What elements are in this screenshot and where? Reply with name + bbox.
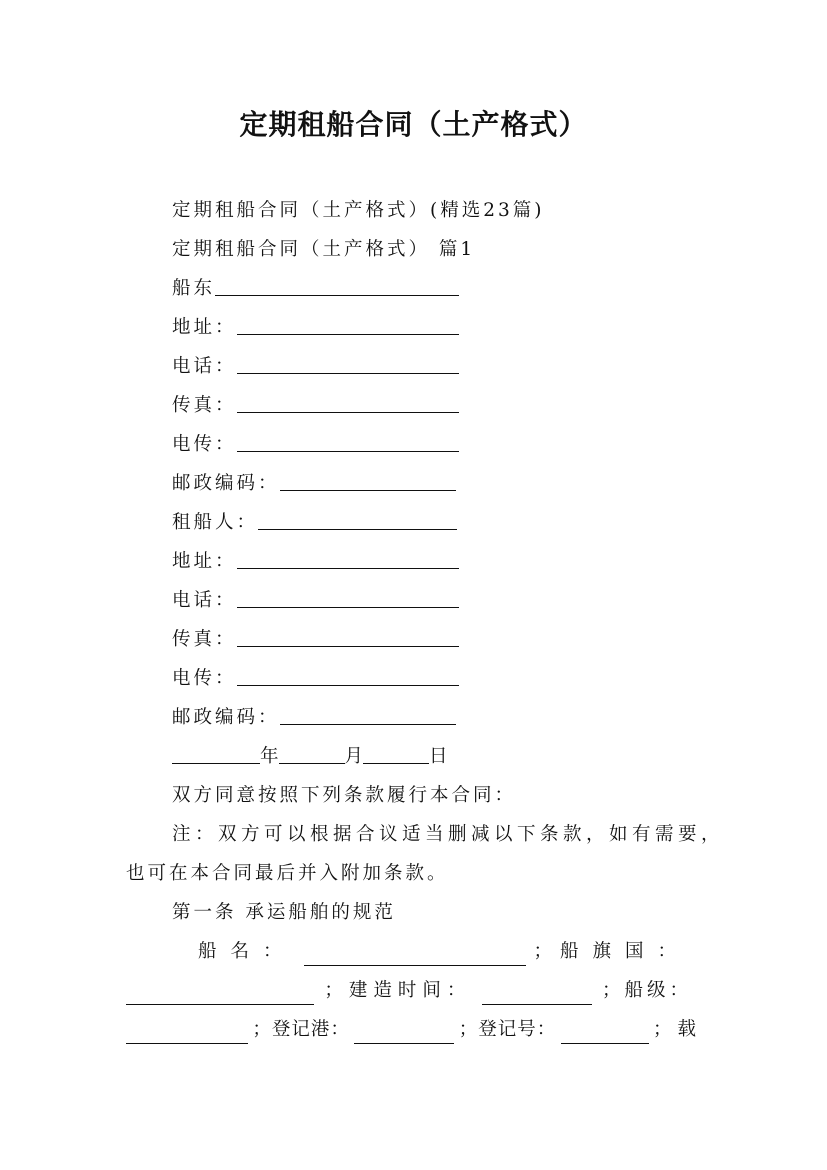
charterer-label: 租船人： [172, 512, 259, 533]
owner-fax-label: 传真： [172, 395, 237, 416]
article-1-heading: 第一条 承运船舶的规范 [172, 902, 396, 923]
date-field [172, 745, 448, 769]
owner-phone-label: 电话： [172, 356, 237, 377]
owner-address-blank [237, 316, 459, 335]
build-date-label: ；建造时间： [324, 980, 472, 1001]
charterer-telex-label: 电传： [172, 668, 237, 689]
ship-row-3 [126, 1018, 702, 1042]
document-title: 定期租船合同（土产格式） [239, 108, 588, 141]
owner-blank [215, 277, 459, 296]
owner-address-label: 地址： [172, 317, 237, 338]
charterer-fax-field [172, 628, 459, 652]
month-label: 月 [344, 746, 364, 767]
charterer-postcode-blank [280, 706, 456, 725]
registry-number-blank [561, 1025, 649, 1044]
registry-number-label: ；登记号： [458, 1019, 557, 1040]
charterer-address-blank [237, 550, 459, 569]
ship-class-blank [126, 1025, 248, 1044]
agreement-line: 双方同意按照下列条款履行本合同： [172, 785, 517, 806]
note-line-2: 也可在本合同最后并入附加条款。 [126, 863, 449, 884]
ship-name-blank [304, 947, 526, 966]
ship-class-label: ；船级： [601, 980, 692, 1001]
ship-name-sep: ； [533, 941, 552, 962]
owner-postcode-field [172, 472, 456, 496]
charterer-phone-label: 电话： [172, 590, 237, 611]
registry-port-label: ；登记港： [252, 1019, 350, 1040]
year-blank [172, 745, 260, 764]
build-date-blank [482, 986, 592, 1005]
owner-fax-field [172, 394, 459, 418]
flag-state-label: 船旗国： [559, 941, 690, 962]
owner-field [172, 277, 459, 301]
ship-row-1 [198, 940, 690, 964]
owner-telex-label: 电传： [172, 434, 237, 455]
ship-row-2 [126, 979, 692, 1003]
charterer-address-field [172, 550, 459, 574]
owner-telex-field [172, 433, 459, 457]
owner-postcode-blank [280, 472, 456, 491]
charterer-field [172, 511, 457, 535]
intro-line: 定期租船合同（土产格式）(精选23篇) [172, 200, 545, 221]
charterer-phone-blank [237, 589, 459, 608]
section-heading: 定期租船合同（土产格式） 篇1 [172, 239, 476, 260]
flag-state-blank [126, 986, 314, 1005]
charterer-phone-field [172, 589, 459, 613]
owner-phone-field [172, 355, 459, 379]
charterer-address-label: 地址： [172, 551, 237, 572]
ship-name-label: 船名： [198, 941, 296, 962]
note-line-1: 注：双方可以根据合议适当删减以下条款，如有需要， [172, 824, 725, 845]
day-label: 日 [429, 746, 448, 767]
year-label: 年 [260, 746, 279, 767]
charterer-telex-field [172, 667, 459, 691]
tonnage-label: ；载 [652, 1019, 702, 1040]
owner-fax-blank [237, 394, 459, 413]
charterer-postcode-label: 邮政编码： [172, 707, 280, 728]
owner-label: 船东 [172, 278, 216, 299]
owner-address-field [172, 316, 459, 340]
charterer-telex-blank [237, 667, 459, 686]
owner-postcode-label: 邮政编码： [172, 473, 280, 494]
registry-port-blank [354, 1025, 454, 1044]
day-blank [363, 745, 429, 764]
charterer-blank [258, 511, 457, 530]
month-blank [279, 745, 345, 764]
owner-phone-blank [237, 355, 459, 374]
charterer-postcode-field [172, 706, 456, 730]
charterer-fax-label: 传真： [172, 629, 237, 650]
owner-telex-blank [237, 433, 459, 452]
charterer-fax-blank [237, 628, 459, 647]
